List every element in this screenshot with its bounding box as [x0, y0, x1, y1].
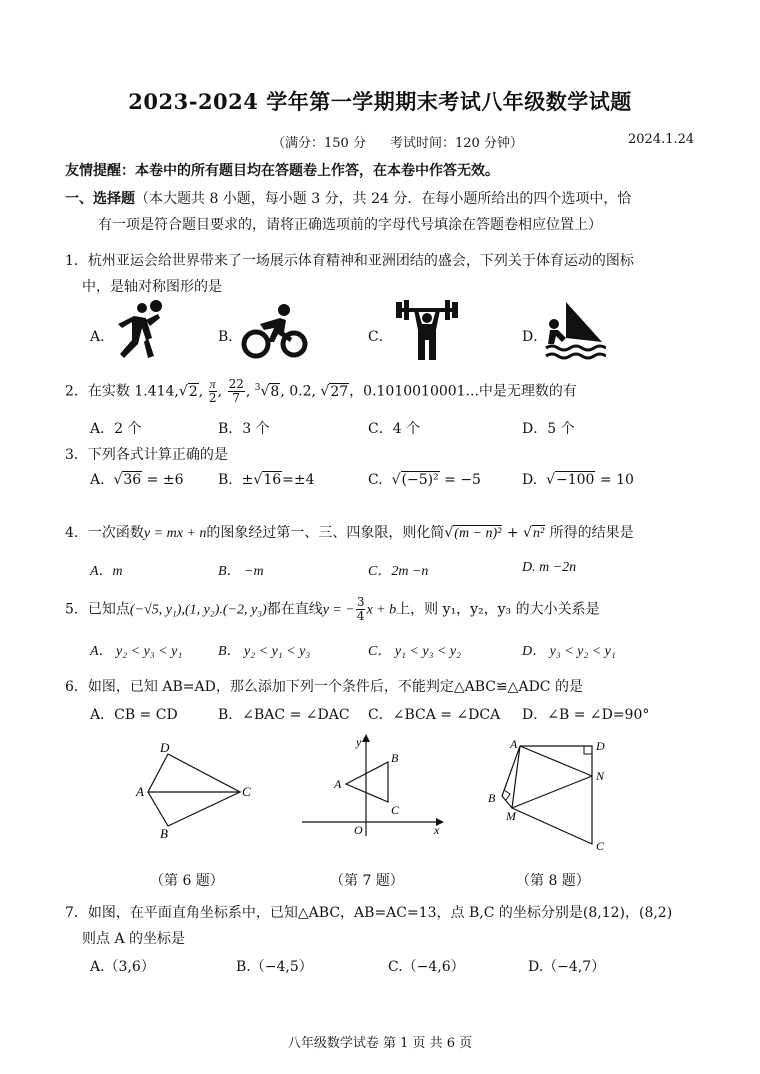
q6-option-a: A．CB = CD — [90, 707, 178, 723]
q1-line1: 1．杭州亚运会给世界带来了一场展示体育精神和亚洲团结的盛会，下列关于体育运动的图标 — [65, 253, 634, 269]
q2-stem: 2．在实数 1.414,√2, $\frac{\pi}{2}$ , $\frac{22}{7}$ , $^3$√8, 0.2̇, √27，0.1010010001...中是无理数的有 — [65, 377, 577, 405]
fig7-caption: （第 7 题） — [330, 873, 404, 889]
figure-7-diagram — [296, 732, 446, 840]
q2-frac-22-7: $\frac{22}{7}$ — [228, 377, 244, 405]
q1-option-c: C． — [368, 329, 393, 345]
q3-option-c: C. √(−5)² = −5 — [368, 472, 481, 488]
q2-option-a: A．2 个 — [90, 421, 142, 437]
q5-option-c: C． y₁ < y₃ < y₂ — [368, 644, 461, 659]
q7-option-d: D.（−4,7） — [528, 959, 606, 975]
q3-option-d: D. √−100 = 10 — [522, 472, 634, 488]
q7-line2: 则点 A 的坐标是 — [82, 931, 186, 947]
q4-option-c: C．2m −n — [368, 564, 429, 579]
fig7-label-o: O — [354, 823, 363, 837]
q5-stem: 5．已知点(−√5, y₁),(1, y₂).(−2, y₃)都在直线y = − $\frac{3}{4}$ x + b上，则 y₁，y₂，y₃ 的大小关系是 — [65, 595, 600, 623]
full-score: （满分：150 分 — [272, 136, 366, 151]
weightlifter-icon — [394, 298, 460, 362]
fig8-label-a: A — [510, 737, 518, 751]
fig8-label-c: C — [596, 839, 605, 853]
q1-option-b: B． — [218, 329, 243, 345]
q3-option-a: A. √36 = ±6 — [90, 472, 184, 488]
q4-func: y = mx + n — [143, 526, 207, 541]
fig7-label-y: y — [356, 735, 362, 749]
figure-8-diagram — [482, 736, 622, 856]
q2-sqrt27: 27 — [330, 383, 349, 400]
q1-option-a: A． — [90, 329, 115, 345]
page-footer: 八年级数学试卷 第 1 页 共 6 页 — [287, 1036, 473, 1051]
q5-points: (−√5, y₁),(1, y₂).(−2, y₃) — [129, 602, 267, 618]
q4-rad2: n² — [532, 526, 545, 541]
fig6-caption: （第 6 题） — [150, 873, 224, 889]
q6-option-c: C．∠BCA = ∠DCA — [368, 707, 501, 723]
fig6-label-d: D — [160, 740, 170, 755]
fig6-label-a: A — [136, 784, 144, 799]
fig6-label-c: C — [242, 784, 251, 799]
fig8-label-m: M — [506, 809, 516, 823]
q4-option-b: B． −m — [218, 564, 264, 579]
fig8-label-b: B — [488, 791, 496, 805]
exam-time: 考试时间：120 分钟） — [390, 136, 523, 151]
q4-stem: 4．一次函数y = mx + n的图象经过第一、三、四象限，则化简√(m − n)² + √n² 所得的结果是 — [65, 525, 634, 541]
q7-line1: 7．如图，在平面直角坐标系中，已知△ABC，AB=AC=13，点 B,C 的坐标分别是(8,12)，(8,2) — [65, 905, 673, 921]
fig8-caption: （第 8 题） — [516, 873, 590, 889]
q2-option-b: B．3 个 — [218, 421, 270, 437]
q3-option-b: B. ±√16=±4 — [218, 472, 315, 488]
q7-option-a: A.（3,6） — [90, 959, 155, 975]
q1-option-d: D． — [522, 329, 548, 345]
q5-option-a: A． y₂ < y₃ < y₁ — [90, 644, 183, 659]
q4-rad1: (m − n)² — [454, 526, 502, 541]
q5-frac: $\frac{3}{4}$ — [356, 595, 365, 623]
fig8-label-n: N — [596, 769, 605, 783]
figure-6-diagram — [128, 740, 258, 840]
notice: 友情提醒：本卷中的所有题目均在答题卷上作答，在本卷中作答无效。 — [65, 163, 499, 179]
q7-option-c: C.（−4,6） — [388, 959, 465, 975]
q2-prefix: 2．在实数 1.414, — [65, 383, 179, 400]
section1-heading: 一、选择题 — [65, 191, 135, 207]
q4-option-d: D. m −2n — [522, 560, 577, 575]
fig7-label-x: x — [434, 823, 440, 837]
page-title: 2023-2024 学年第一学期期末考试八年级数学试题 — [128, 89, 632, 114]
q2-frac-pi: $\frac{\pi}{2}$ — [208, 377, 217, 405]
fig7-label-b: B — [391, 751, 399, 765]
sailing-icon — [544, 298, 606, 362]
q2-option-c: C．4 个 — [368, 421, 421, 437]
q3-stem: 3．下列各式计算正确的是 — [65, 447, 228, 463]
q6-option-d: D．∠B = ∠D=90° — [522, 707, 650, 723]
fig8-label-d: D — [596, 739, 605, 753]
cyclist-icon — [240, 302, 308, 360]
q7-option-b: B.（−4,5） — [236, 959, 313, 975]
q2-option-d: D．5 个 — [522, 421, 575, 437]
q6-stem: 6．如图，已知 AB=AD，那么添加下列一个条件后，不能判定△ABC≌△ADC 的是 — [65, 679, 583, 695]
q6-option-b: B．∠BAC = ∠DAC — [218, 707, 350, 723]
q2-sqrt2: 2 — [188, 383, 198, 400]
q5-option-d: D． y₃ < y₂ < y₁ — [522, 644, 616, 659]
q4-option-a: A．m — [90, 564, 123, 579]
q2-repeat-decimal: 0.2̇, — [289, 383, 316, 400]
q5-option-b: B． y₂ < y₁ < y₃ — [218, 644, 311, 659]
q1-line2: 中，是轴对称图形的是 — [82, 279, 222, 295]
q2-cbrt-index: 3 — [254, 382, 261, 393]
fig6-label-b: B — [160, 826, 168, 840]
fig7-label-c: C — [391, 803, 400, 817]
q2-cbrt8: 8 — [270, 383, 280, 400]
section1-desc1: （本大题共 8 小题，每小题 3 分，共 24 分．在每小题所给出的四个选项中，恰 — [135, 191, 632, 207]
section1-desc2: 有一项是符合题目要求的，请将正确选项前的字母代号填涂在答题卷相应位置上） — [98, 217, 602, 233]
exam-date: 2024.1.24 — [628, 132, 695, 147]
volleyball-player-icon — [112, 298, 170, 362]
fig7-label-a: A — [334, 777, 342, 791]
q2-tail: ，0.1010010001...中是无理数的有 — [349, 383, 577, 400]
section1-header — [65, 188, 631, 208]
